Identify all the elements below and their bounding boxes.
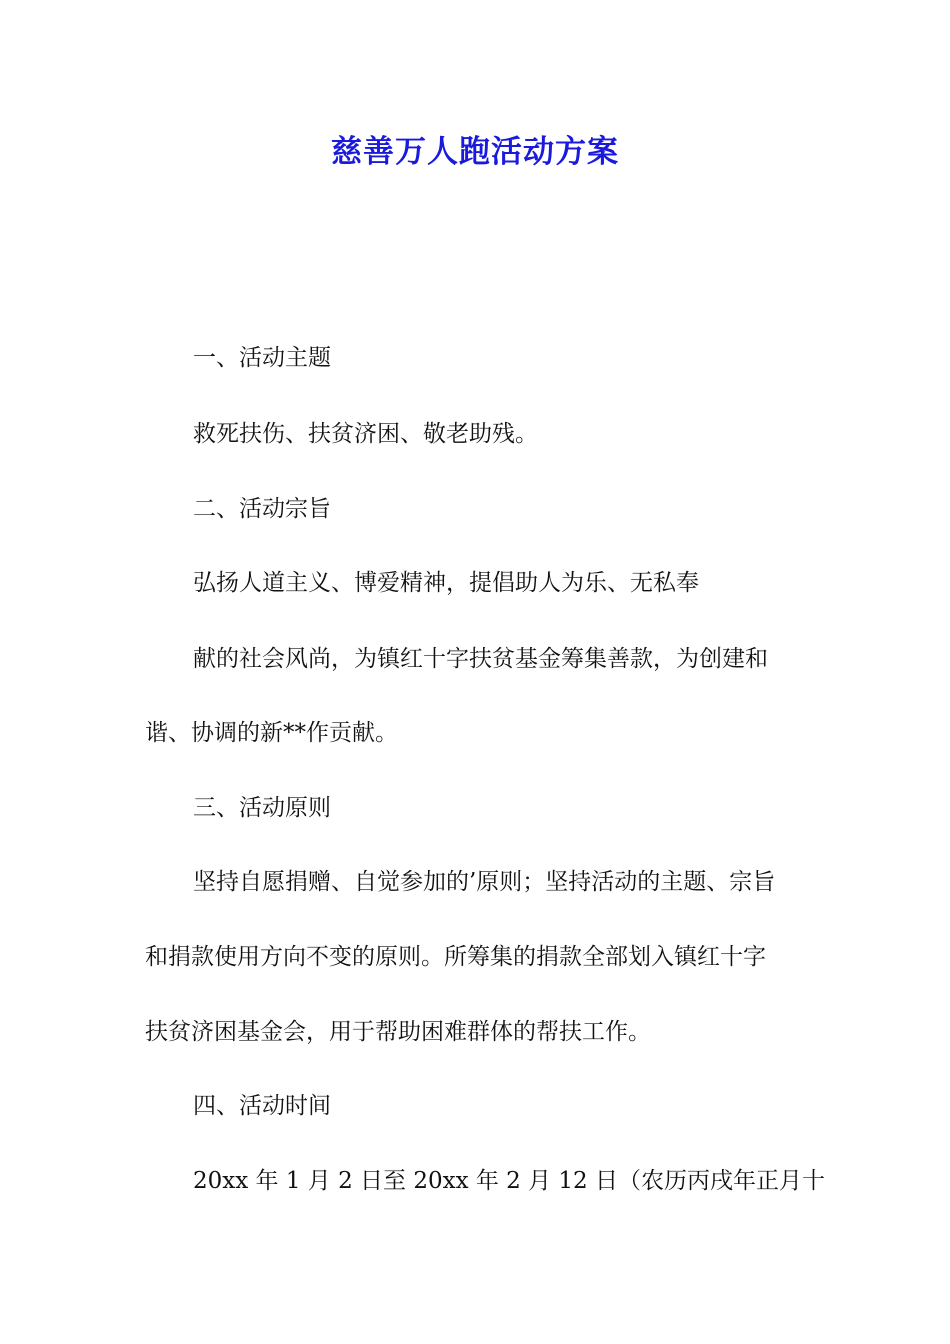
paragraph-line: 谐、协调的新**作贡献。 [145, 720, 398, 746]
section-heading-theme: 一、活动主题 [193, 345, 331, 371]
section-heading-purpose: 二、活动宗旨 [193, 496, 331, 522]
section-heading-time: 四、活动时间 [193, 1093, 331, 1119]
paragraph-line: 坚持自愿捐赠、自觉参加的’原则；坚持活动的主题、宗旨 [193, 869, 776, 895]
paragraph-line: 献的社会风尚，为镇红十字扶贫基金筹集善款，为创建和 [193, 646, 768, 672]
paragraph-line: 救死扶伤、扶贫济困、敬老助残。 [193, 421, 538, 447]
paragraph-line: 20xx 年 1 月 2 日至 20xx 年 2 月 12 日（农历丙戌年正月十 [193, 1168, 826, 1194]
document-title: 慈善万人跑活动方案 [331, 134, 619, 170]
paragraph-line: 和捐款使用方向不变的原则。所筹集的捐款全部划入镇红十字 [145, 944, 766, 970]
paragraph-line: 弘扬人道主义、博爱精神，提倡助人为乐、无私奉 [193, 570, 699, 596]
section-heading-principle: 三、活动原则 [193, 795, 331, 821]
paragraph-line: 扶贫济困基金会，用于帮助困难群体的帮扶工作。 [145, 1019, 651, 1045]
